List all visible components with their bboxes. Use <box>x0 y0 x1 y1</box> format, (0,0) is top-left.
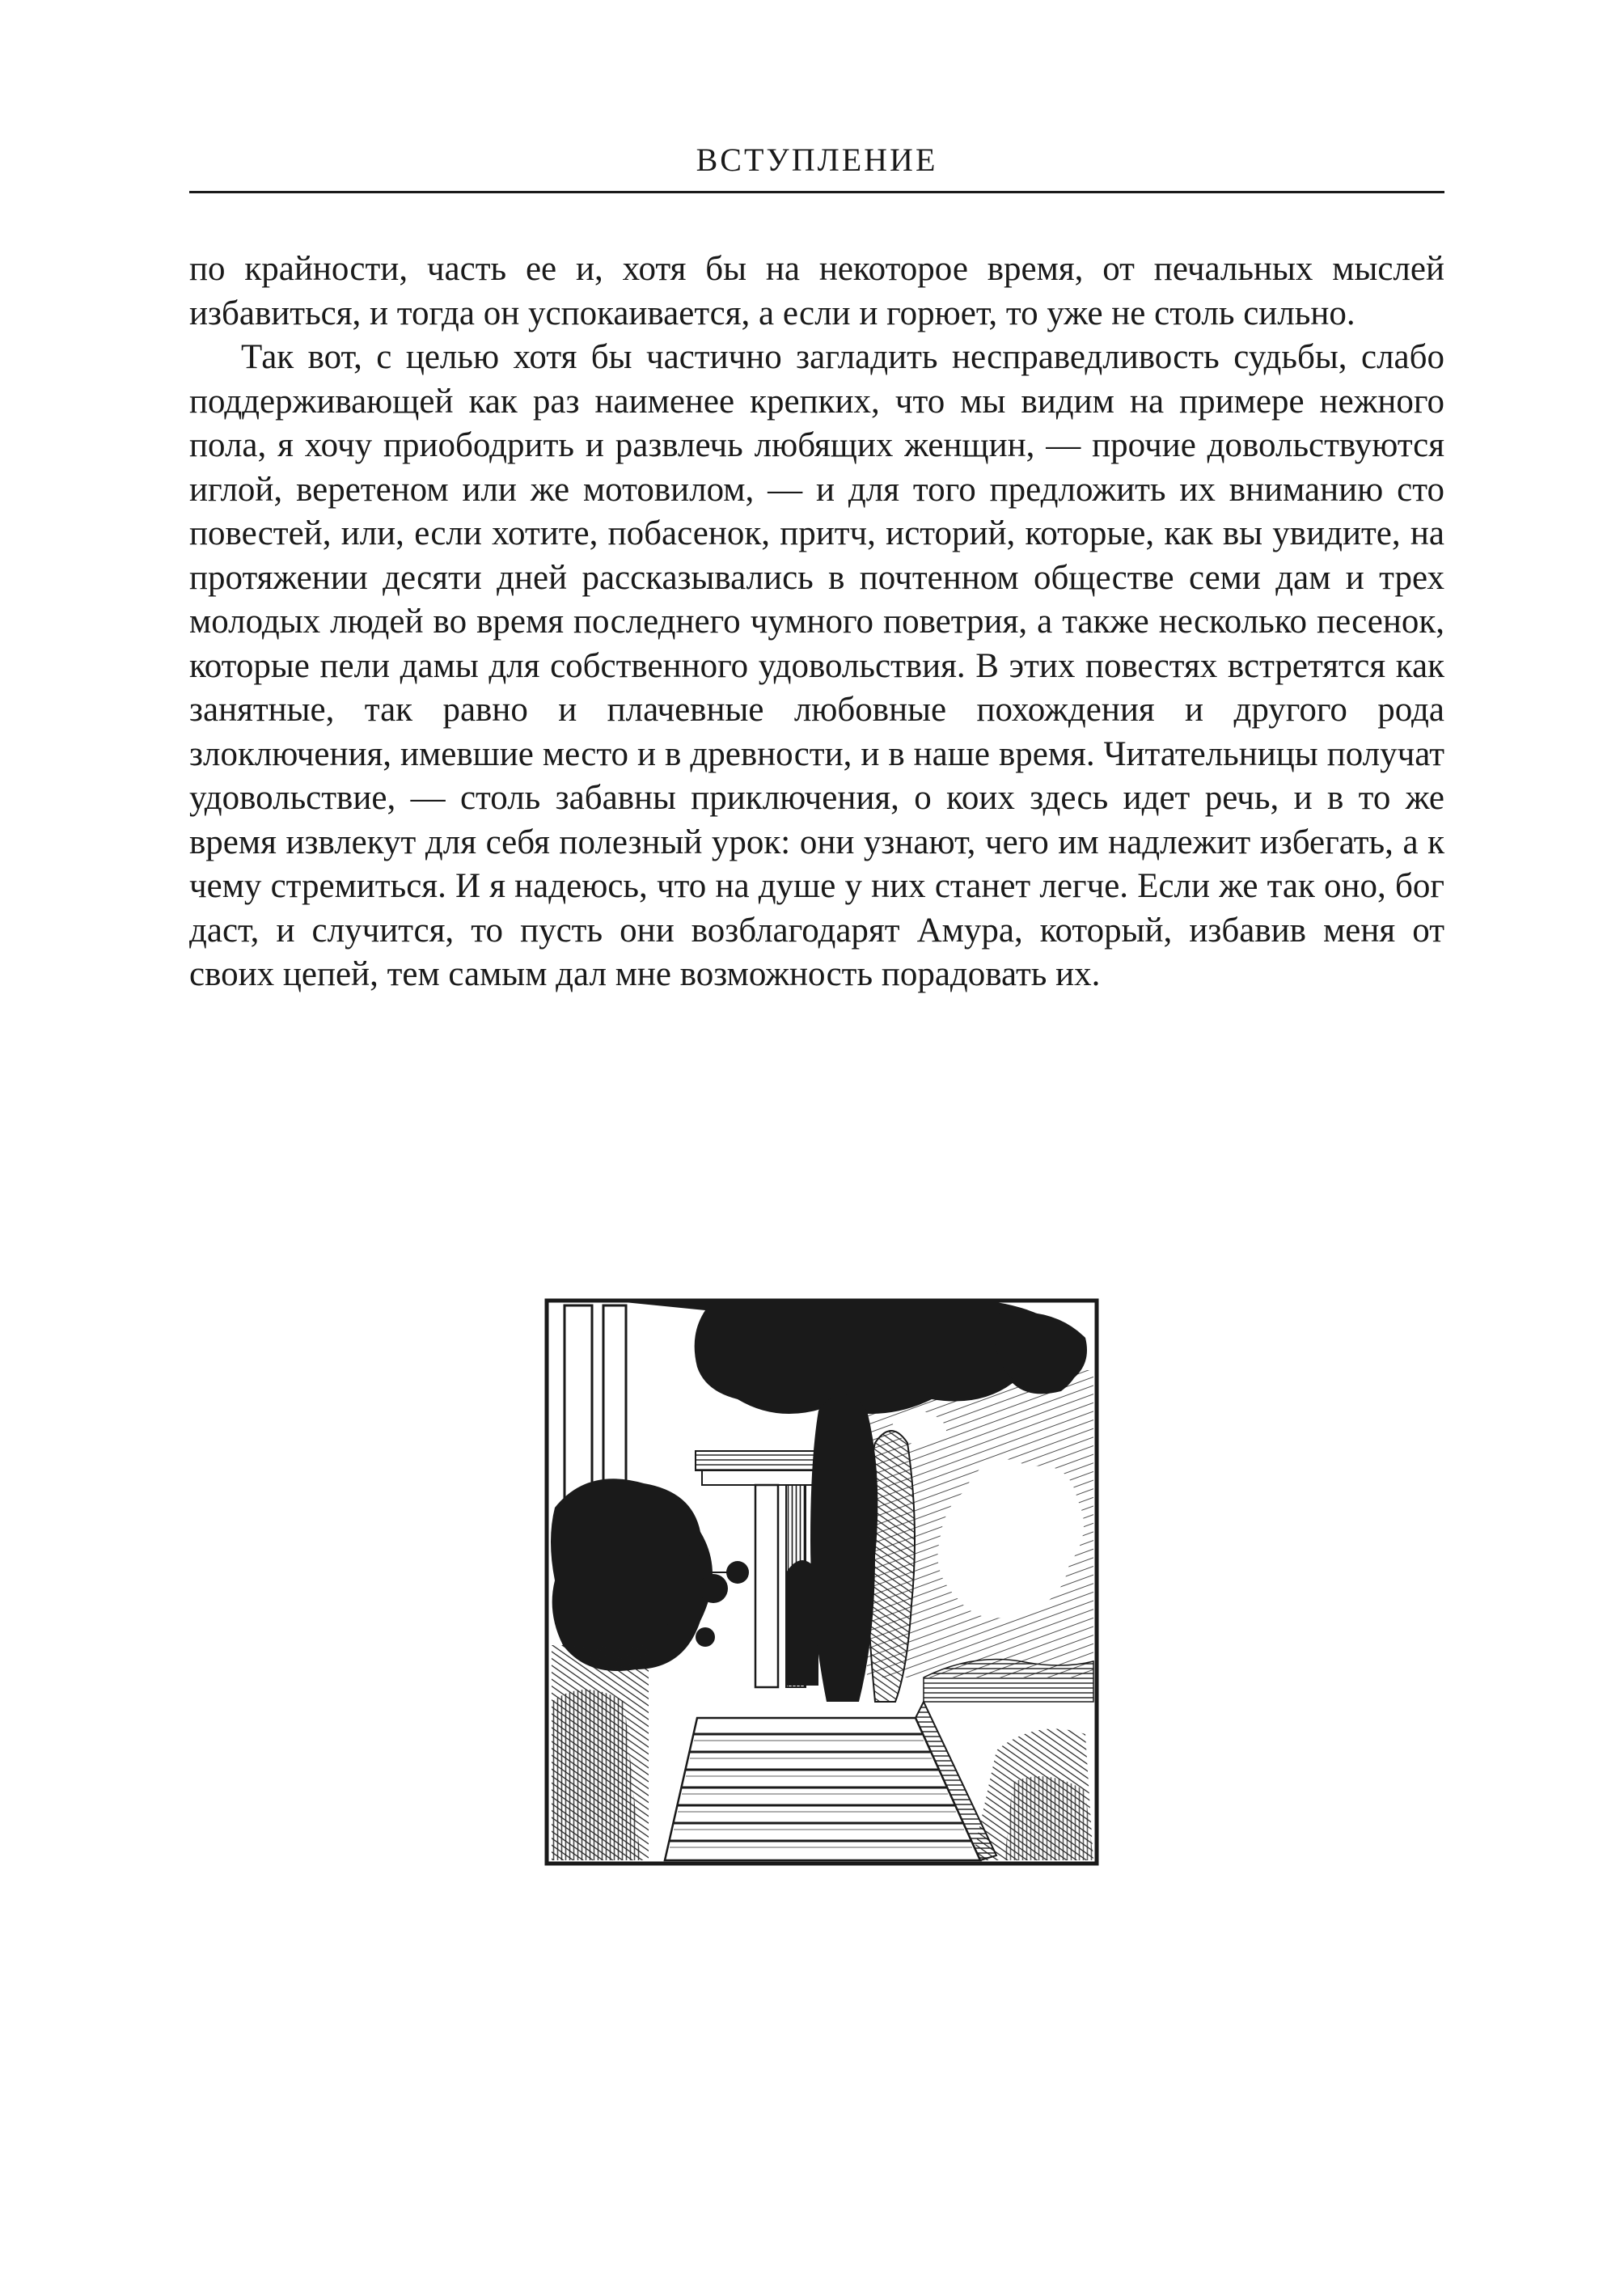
paragraph-main: Так вот, с целью хотя бы частично загладить несправедливость судьбы, слабо поддерживающей как раз наименее крепких, что мы видим на примере нежного пола, я хочу приободрить и развлечь любящих женщин, — прочие довольствуются иглой, веретеном или же мотовилом, — и для того предложить их вниманию сто повестей, или, если хотите, побасенок, притч, историй, которые, как вы увидите, на протяжении десяти дней рассказывались в почтенном обществе семи дам и трех молодых людей во время последнего чумного поветрия, а также несколько песенок, которые пели дамы для собственного удовольствия. В этих повестях встретятся как занятные, так равно и плачевные любовные похождения и другого рода злоключения, имевшие место и в древности, и в наше время. Читательницы получат удовольствие, — столь забавны приключения, о коих здесь идет речь, и в то же время извлекут для себя полезный урок: они узнают, чего им надлежит избегать, а к чему стремиться. И я надеюсь, что на душе у них станет легче. Если же так оно, бог даст, и случится, то пусть они возблагодарят Амура, который, избавив меня от своих цепей, тем самым дал мне возможность порадовать их. <box>189 338 1444 993</box>
body-text <box>189 247 1444 997</box>
running-header: ВСТУПЛЕНИЕ <box>696 142 938 178</box>
garden-staircase-engraving <box>543 1297 1100 1867</box>
header-rule <box>189 191 1444 193</box>
paragraph-continuation: по крайности, часть ее и, хотя бы на некоторое время, от печальных мыслей избавиться, и тогда он успокаивается, а если и горюет, то уже не столь сильно. <box>189 250 1444 332</box>
engraving-illustration <box>543 1297 1100 1867</box>
